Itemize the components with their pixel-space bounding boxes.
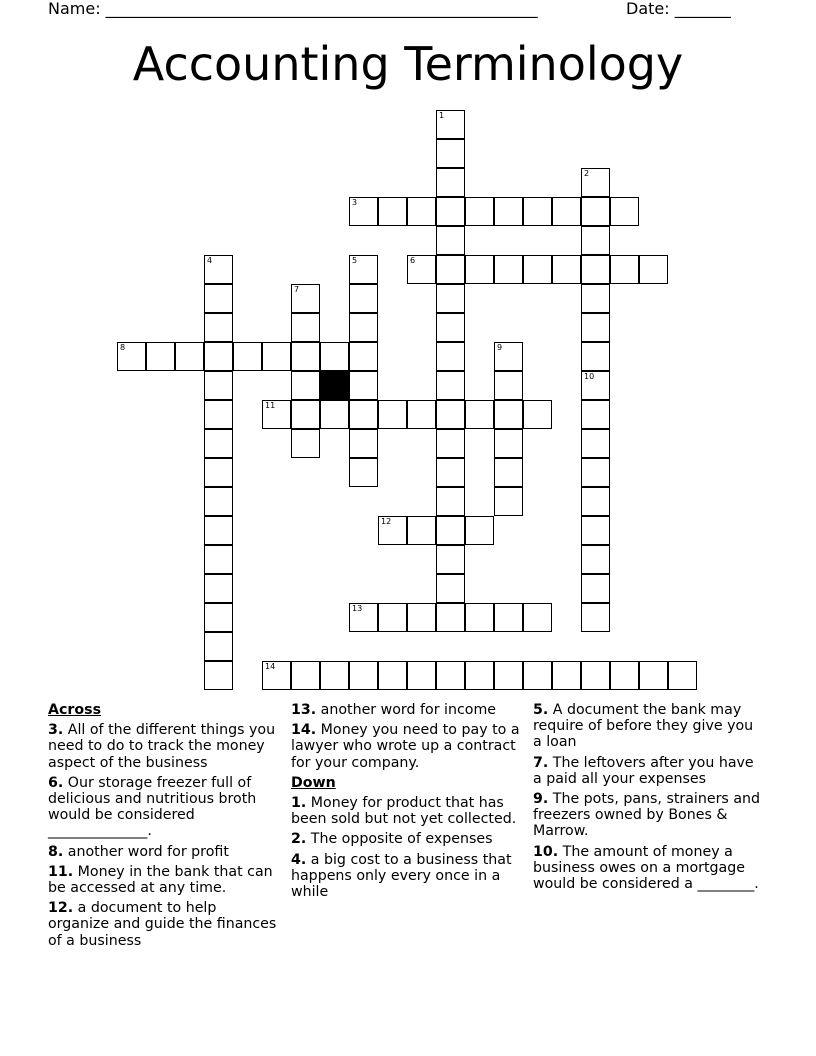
clue-across-11: 11. Money in the bank that can be accessed at any time. xyxy=(48,863,273,897)
grid-cell[interactable] xyxy=(291,342,320,371)
grid-cell[interactable] xyxy=(291,371,320,400)
grid-cell[interactable] xyxy=(436,110,465,139)
grid-cell[interactable] xyxy=(349,429,378,458)
grid-cell[interactable] xyxy=(494,371,523,400)
clue-down-9: 9. The pots, pans, strainers and freezers owned by Bones & Marrow. xyxy=(533,791,761,840)
grid-cell[interactable] xyxy=(494,458,523,487)
grid-cell[interactable] xyxy=(291,313,320,342)
grid-cell[interactable] xyxy=(291,429,320,458)
grid-cell[interactable] xyxy=(581,255,610,284)
grid-cell[interactable] xyxy=(523,603,552,632)
grid-cell[interactable] xyxy=(349,400,378,429)
grid-cell[interactable] xyxy=(436,313,465,342)
grid-cell[interactable] xyxy=(465,603,494,632)
grid-cell[interactable] xyxy=(581,429,610,458)
clue-number: 7 xyxy=(294,285,300,294)
date-field[interactable]: Date: _______ xyxy=(626,0,731,18)
grid-cell[interactable] xyxy=(262,661,291,690)
grid-cell[interactable] xyxy=(494,255,523,284)
clue-number: 4 xyxy=(207,256,213,265)
grid-cell[interactable] xyxy=(378,197,407,226)
grid-cell[interactable] xyxy=(610,197,639,226)
grid-cell[interactable] xyxy=(436,284,465,313)
clue-across-6: 6. Our storage freezer full of delicious and nutritious broth would be considered ______________. xyxy=(48,774,257,840)
grid-cell[interactable] xyxy=(436,487,465,516)
grid-cell[interactable] xyxy=(436,574,465,603)
grid-cell[interactable] xyxy=(436,661,465,690)
grid-cell[interactable] xyxy=(494,603,523,632)
grid-cell[interactable] xyxy=(465,400,494,429)
grid-cell[interactable] xyxy=(204,545,233,574)
grid-cell[interactable] xyxy=(204,516,233,545)
clues-column-1 xyxy=(48,702,280,953)
grid-cell[interactable] xyxy=(349,255,378,284)
grid-cell[interactable] xyxy=(349,371,378,400)
grid-cell[interactable] xyxy=(581,603,610,632)
clue-number: 11 xyxy=(265,401,276,410)
grid-cell[interactable] xyxy=(349,197,378,226)
grid-cell[interactable] xyxy=(436,168,465,197)
clues-column-2 xyxy=(291,702,523,904)
grid-cell[interactable] xyxy=(204,313,233,342)
clue-down-10: 10. The amount of money a business owes on a mortgage would be considered a ________. xyxy=(533,843,759,893)
grid-cell[interactable] xyxy=(204,284,233,313)
grid-cell[interactable] xyxy=(407,603,436,632)
clue-number: 8 xyxy=(120,343,126,352)
grid-cell[interactable] xyxy=(465,516,494,545)
grid-cell[interactable] xyxy=(494,487,523,516)
grid-cell[interactable] xyxy=(204,429,233,458)
grid-cell[interactable] xyxy=(494,429,523,458)
grid-cell[interactable] xyxy=(349,284,378,313)
grid-cell[interactable] xyxy=(349,661,378,690)
across-heading: Across xyxy=(48,702,102,718)
grid-cell[interactable] xyxy=(436,400,465,429)
grid-cell[interactable] xyxy=(204,342,233,371)
grid-cell[interactable] xyxy=(581,197,610,226)
grid-cell[interactable] xyxy=(436,197,465,226)
grid-cell[interactable] xyxy=(436,603,465,632)
clue-across-14: 14. Money you need to pay to a lawyer who wrote up a contract for your company. xyxy=(291,722,520,771)
clue-down-7: 7. The leftovers after you have a paid all your expenses xyxy=(533,754,754,787)
grid-cell[interactable] xyxy=(436,342,465,371)
clue-number: 12 xyxy=(381,517,392,526)
grid-cell[interactable] xyxy=(581,342,610,371)
grid-cell[interactable] xyxy=(581,371,610,400)
grid-cell[interactable] xyxy=(320,342,349,371)
clue-number: 6 xyxy=(410,256,416,265)
clue-across-12: 12. a document to help organize and guide the finances of a business xyxy=(48,900,277,949)
grid-cell[interactable] xyxy=(465,661,494,690)
grid-cell[interactable] xyxy=(291,400,320,429)
grid-cell[interactable] xyxy=(581,574,610,603)
grid-cell[interactable] xyxy=(552,661,581,690)
grid-cell[interactable] xyxy=(204,661,233,690)
grid-cell[interactable] xyxy=(523,661,552,690)
grid-cell[interactable] xyxy=(291,661,320,690)
grid-cell[interactable] xyxy=(204,400,233,429)
grid-cell[interactable] xyxy=(494,400,523,429)
grid-cell[interactable] xyxy=(204,632,233,661)
clue-across-3: 3. All of the different things you need to do to track the money aspect of the business xyxy=(48,722,276,771)
grid-cell[interactable] xyxy=(668,661,697,690)
clue-number: 3 xyxy=(352,198,358,207)
clue-number: 10 xyxy=(584,372,595,381)
clue-number: 9 xyxy=(497,343,503,352)
clue-down-1: 1. Money for product that has been sold but not yet collected. xyxy=(291,795,517,828)
grid-cell[interactable] xyxy=(378,400,407,429)
grid-cell[interactable] xyxy=(581,400,610,429)
grid-cell[interactable] xyxy=(581,168,610,197)
grid-cell[interactable] xyxy=(407,255,436,284)
clues-column-3 xyxy=(533,702,765,896)
grid-cell[interactable] xyxy=(436,545,465,574)
grid-cell[interactable] xyxy=(465,255,494,284)
grid-cell[interactable] xyxy=(378,516,407,545)
grid-cell[interactable] xyxy=(117,342,146,371)
grid-cell[interactable] xyxy=(610,661,639,690)
grid-cell[interactable] xyxy=(581,313,610,342)
grid-cell[interactable] xyxy=(581,284,610,313)
grid-cell[interactable] xyxy=(552,197,581,226)
clue-across-8: 8. another word for profit xyxy=(48,843,229,860)
grid-cell[interactable] xyxy=(581,458,610,487)
grid-cell[interactable] xyxy=(523,255,552,284)
clue-number: 2 xyxy=(584,169,590,178)
grid-cell[interactable] xyxy=(581,545,610,574)
grid-cell[interactable] xyxy=(204,603,233,632)
grid-cell[interactable] xyxy=(349,313,378,342)
grid-cell[interactable] xyxy=(349,342,378,371)
grid-cell[interactable] xyxy=(436,516,465,545)
grid-cell[interactable] xyxy=(436,139,465,168)
grid-cell[interactable] xyxy=(291,284,320,313)
grid-cell[interactable] xyxy=(436,226,465,255)
grid-cell[interactable] xyxy=(436,429,465,458)
grid-cell[interactable] xyxy=(349,603,378,632)
clue-down-2: 2. The opposite of expenses xyxy=(291,831,493,848)
grid-cell[interactable] xyxy=(436,371,465,400)
down-heading: Down xyxy=(291,774,336,791)
grid-cell[interactable] xyxy=(378,603,407,632)
grid-cell[interactable] xyxy=(349,458,378,487)
grid-cell[interactable] xyxy=(581,487,610,516)
grid-cell[interactable] xyxy=(407,197,436,226)
grid-cell[interactable] xyxy=(523,400,552,429)
grid-cell[interactable] xyxy=(320,661,349,690)
grid-cell[interactable] xyxy=(465,197,494,226)
grid-cell[interactable] xyxy=(639,255,668,284)
grid-cell[interactable] xyxy=(204,574,233,603)
grid-cell[interactable] xyxy=(494,197,523,226)
grid-cell[interactable] xyxy=(146,342,175,371)
grid-cell[interactable] xyxy=(523,197,552,226)
grid-cell[interactable] xyxy=(204,458,233,487)
clue-number: 1 xyxy=(439,111,445,120)
grid-cell[interactable] xyxy=(407,661,436,690)
grid-cell[interactable] xyxy=(581,661,610,690)
clue-across-13: 13. another word for income xyxy=(291,702,497,718)
grid-cell[interactable] xyxy=(610,255,639,284)
grid-cell[interactable] xyxy=(204,487,233,516)
grid-cell[interactable] xyxy=(320,400,349,429)
grid-cell[interactable] xyxy=(204,371,233,400)
black-square xyxy=(320,371,349,400)
clue-number: 5 xyxy=(352,256,358,265)
clue-number: 13 xyxy=(352,604,363,613)
grid-cell[interactable] xyxy=(262,400,291,429)
grid-cell[interactable] xyxy=(581,226,610,255)
name-field[interactable]: Name: ______________________________________________________ xyxy=(48,0,538,18)
grid-cell[interactable] xyxy=(175,342,204,371)
grid-cell[interactable] xyxy=(378,661,407,690)
grid-cell[interactable] xyxy=(204,255,233,284)
grid-cell[interactable] xyxy=(494,661,523,690)
grid-cell[interactable] xyxy=(436,255,465,284)
grid-cell[interactable] xyxy=(494,342,523,371)
grid-cell[interactable] xyxy=(639,661,668,690)
clue-down-5: 5. A document the bank may require of before they give you a loan xyxy=(533,702,754,751)
grid-cell[interactable] xyxy=(262,342,291,371)
grid-cell[interactable] xyxy=(552,255,581,284)
grid-cell[interactable] xyxy=(233,342,262,371)
clue-number: 14 xyxy=(265,662,276,671)
clue-down-4: 4. a big cost to a business that happens only every once in a while xyxy=(291,851,512,901)
grid-cell[interactable] xyxy=(407,516,436,545)
grid-cell[interactable] xyxy=(581,516,610,545)
page-title: Accounting Terminology xyxy=(132,37,684,91)
grid-cell[interactable] xyxy=(407,400,436,429)
grid-cell[interactable] xyxy=(436,458,465,487)
